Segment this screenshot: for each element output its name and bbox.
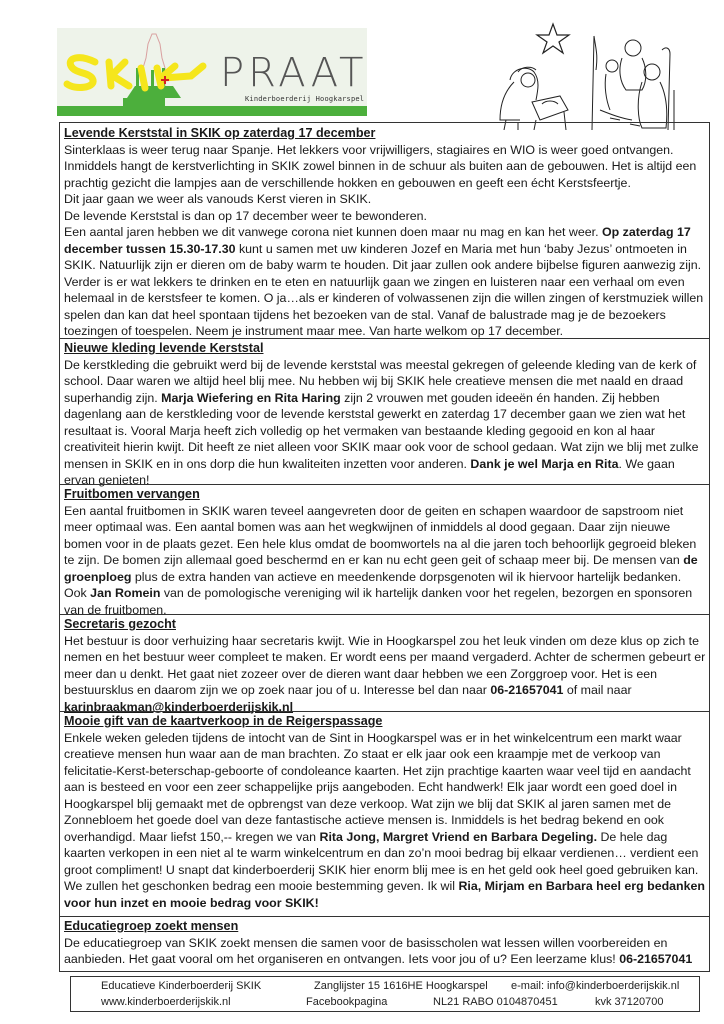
section-educatiegroep xyxy=(59,916,710,968)
bold-name: Jan Romein xyxy=(90,586,161,600)
footer-address: Zanglijster 15 1616HE Hoogkarspel xyxy=(314,980,488,992)
footer xyxy=(70,976,700,1012)
phone-number: 06-21657041 xyxy=(490,683,564,697)
bold-names: Rita Jong, Margret Vriend en Barbara Degeling. xyxy=(319,829,598,844)
footer-org: Educatieve Kinderboerderij SKIK xyxy=(101,980,262,992)
text-run: of mail naar xyxy=(563,683,632,697)
section-paragraph: De levende Kerststal is dan op 17 december weer te bewonderen. xyxy=(64,208,427,223)
logo-title: PRAAT xyxy=(220,50,368,96)
logo-base-bar xyxy=(123,98,165,106)
section-nieuwe-kleding xyxy=(59,338,710,489)
footer-facebook[interactable]: Facebookpagina xyxy=(306,996,388,1008)
section-title: Mooie gift van de kaartverkoop in de Reigerspassage xyxy=(64,714,383,728)
skik-praat-logo xyxy=(57,28,367,116)
section-paragraph: Dit jaar gaan we weer als vanouds Kerst vieren in SKIK. xyxy=(64,192,372,206)
text-run: De educatiegroep van SKIK zoekt mensen die samen voor de basisscholen wat lessen willen voorbereiden en aanbieden. Het gaat vooral om het organiseren en ontvangen. Iets voor jou of u? Een leerzame klus! xyxy=(64,935,668,966)
logo-letter-s xyxy=(67,58,95,88)
section-kaartverkoop xyxy=(59,711,710,911)
section-title: Nieuwe kleding levende Kerststal xyxy=(64,341,264,355)
section-paragraph xyxy=(64,730,706,912)
email-link[interactable]: karinbraakman@kinderboerderijskik.nl xyxy=(64,699,294,714)
bold-thanks: Dank je wel Marja en Rita xyxy=(470,456,619,471)
section-paragraph xyxy=(64,224,706,340)
section-paragraph xyxy=(64,935,706,968)
section-paragraph xyxy=(64,357,706,489)
section-title: Fruitbomen vervangen xyxy=(64,487,200,501)
text-run: Een aantal jaren hebben we dit vanwege corona niet kunnen doen maar nu mag en kan het weer. xyxy=(64,225,602,239)
nativity-scene-icon xyxy=(470,10,720,130)
section-title: Educatiegroep zoekt mensen xyxy=(64,919,239,933)
footer-kvk: kvk 37120700 xyxy=(595,996,664,1008)
text-run: . We gaan ervan genieten! xyxy=(64,456,675,487)
section-fruitbomen xyxy=(59,484,710,618)
section-paragraph xyxy=(64,503,706,619)
bold-thanks: Ria, Mirjam en Barbara heel erg bedanken voor hun inzet en mooie bedrag voor SKIK! xyxy=(64,879,705,910)
phone-number: 06-21657041 xyxy=(619,952,693,966)
text-run: van de pomologische vereniging wil ik hartelijk danken voor het regelen, bezorgen en sponsoren van de fruitbomen. xyxy=(64,586,693,617)
section-paragraph: Sinterklaas is weer terug naar Spanje. Het lekkers voor vrijwilligers, stagiaires en WIO is weer goed ontvangen. Inmiddels hangt de kerstverlichting in SKIK zowel binnen in de schuur als buiten aan de gebouwen. Het is altijd een prachtig gezicht die lampjes aan de verschillende hokken en gebouwen en geeft een écht Kerstsfeertje. xyxy=(64,142,697,190)
footer-website[interactable]: www.kinderboerderijskik.nl xyxy=(101,996,231,1008)
footer-email[interactable]: e-mail: info@kinderboerderijskik.nl xyxy=(511,980,680,992)
bold-date-time: Op zaterdag 17 december tussen 15.30-17.30 xyxy=(64,225,691,256)
section-paragraph xyxy=(64,633,706,716)
text-run: De hele dag kaarten verkopen in een niet al te warm winkelcentrum en dan zo’n mooi bedrag bij elkaar verdienen… verdient een groot compliment! U snapt dat kinderboerderij SKIK hier enorm blij mee is en het geld ook heel goed gebruiken kan. We zullen het geschonken bedrag een mooie bestemming geven. Ik wil xyxy=(64,829,699,893)
logo-green-bar xyxy=(57,106,367,116)
text-run: zijn 2 vrouwen met gouden ideeën én handen. Zij hebben dagenlang aan de kerstkleding voor de levende kerststal gewerkt en zaterdag 17 december gaan we zien wat het resultaat is. Vooral Marja heeft zich volledig op het vermaken van bestaande kleding gegooid en kon al haar creativiteit hierin kwijt. Dit heeft ze niet alleen voor SKIK maar ook voor de school gedaan. Wat zijn we blij met zulke mensen in SKIK en in ons dorp die hun kwaliteiten inzetten voor anderen. xyxy=(64,390,699,471)
section-title: Levende Kerststal in SKIK op zaterdag 17 december xyxy=(64,126,376,140)
text-run: Een aantal fruitbomen in SKIK waren teveel aangevreten door de geiten en schapen waardoor de sapstroom niet meer optimaal was. Een aantal bomen was aan het wegkwijnen of inmiddels al dood gegaan. Daar zijn nieuwe bomen voor in de plaats gezet. Een hele klus omdat de boomwortels na al die jaren toch behoorlijk gegroeid bleken te zijn. De bomen zijn allemaal goed beschermd en er kan nu echt geen geit of schaap meer bij. De mensen van xyxy=(64,503,697,567)
bold-groenploeg: de groenploeg xyxy=(64,553,698,584)
text-run: De kerstkleding die gebruikt werd bij de levende kerststal was meestal gekregen of geleende kleding van de kerk of school. Daar waren we altijd heel blij mee. Nu hebben wij bij SKIK hele creatieve mensen die met naald en draad superhandig zijn. xyxy=(64,357,697,405)
text-run: Enkele weken geleden tijdens de intocht van de Sint in Hoogkarspel was er in het winkelcentrum een markt waar creatieve mensen hun waar aan de man brachten. Zo staat er elk jaar ook een kraampje met de verkoop van felicitatie-Kerst-beterschap-geboorte of condoleance kaarten. Het zijn prachtige kaarten waar veel tijd en aandacht aan is besteed en voor een zeer schappelijke prijs aangeboden. Echt handwerk! Elk jaar wordt een goed doel in Hoogkarspel blij gemaakt met de opbrengst van deze verkoop. Wat zijn we blij dat SKIK al jaren samen met de Zonnebloem het goede doel van deze fantastische actieve mensen is. Inmiddels is het bedrag bekend en ook overhandigd. Maar liefst 150,-- kregen we van xyxy=(64,730,691,844)
bold-names: Marja Wiefering en Rita Haring xyxy=(161,390,341,405)
text-run: kunt u samen met uw kinderen Jozef en Maria met hun ‘baby Jezus’ ontmoeten in SKIK. Natuurlijk zijn er dieren om de baby warm te houden. Dit jaar zullen ook andere bijbelse figuren aanwezig zijn. Verder is er wat lekkers te drinken en te eten en natuurlijk gaan we zingen en luisteren naar een verhaal om even helemaal in de kerstsfeer te komen. O ja…als er kinderen of volwassenen zijn die willen zingen of kerstmuziek willen spelen dan kan dat heel spontaan tijdens het bezoeken van de stal. Vanaf de balustrade mag je de bezoekers toezingen of toespelen. Neem je instrument maar mee. Van harte welkom op 17 december. xyxy=(64,241,704,338)
star-icon xyxy=(537,24,569,53)
mary-manger-icon xyxy=(500,67,568,130)
section-title: Secretaris gezocht xyxy=(64,617,176,631)
shepherds-icon xyxy=(592,36,674,130)
section-secretaris xyxy=(59,614,710,715)
text-run: Het bestuur is door verhuizing haar secretaris kwijt. Wie in Hoogkarspel zou het leuk vinden om deze klus op zich te nemen en het bestuur weer compleet te maken. Er wordt eens per maand vergaderd. Achter de schermen gebeurt er meer dan u denkt. Het gaat niet zozeer over de dieren want daar hebben we een Zorggroep voor. Het is een bestuursklus en daarom zijn we op zoek naar jou of u. Interesse bel dan naar xyxy=(64,633,706,697)
section-levende-kerststal xyxy=(59,123,710,340)
logo-subtitle: Kinderboerderij Hoogkarspel xyxy=(245,95,365,103)
footer-bank: NL21 RABO 0104870451 xyxy=(433,996,558,1008)
text-run: plus de extra handen van actieve en meedenkende dorpsgenoten wil ik hiervoor hartelijk bedanken. Ook xyxy=(64,569,682,600)
